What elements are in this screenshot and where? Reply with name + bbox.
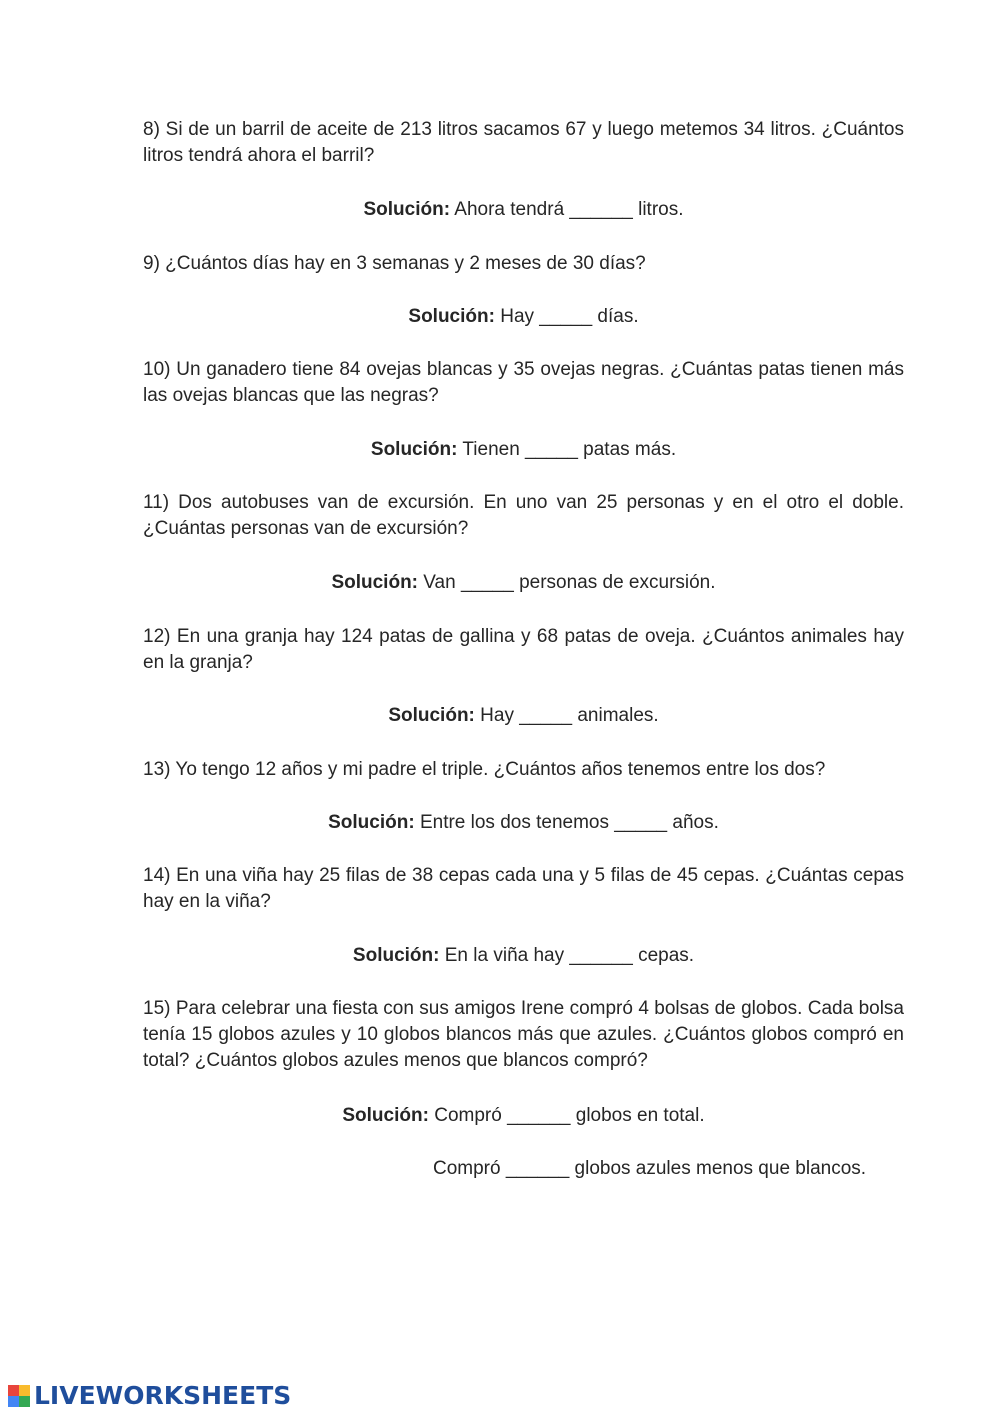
problem-8-question: 8) Si de un barril de aceite de 213 litros sacamos 67 y luego metemos 34 litros. ¿Cuántos litros tendrá ahora el barril? — [143, 119, 904, 166]
solution-label: Solución: — [328, 812, 415, 833]
problem-12-question: 12) En una granja hay 124 patas de gallina y 68 patas de oveja. ¿Cuántos animales hay en la granja? — [143, 626, 904, 673]
solution-label: Solución: — [388, 705, 475, 726]
problem-10-solution — [143, 437, 904, 463]
solution-label: Solución: — [363, 199, 451, 220]
logo-square-red — [8, 1385, 19, 1396]
solution-text: Tienen _____ patas más. — [457, 439, 677, 460]
problem-14-solution — [143, 943, 904, 969]
problem-9-question: 9) ¿Cuántos días hay en 3 semanas y 2 meses de 30 días? — [143, 253, 646, 274]
solution-text: Van _____ personas de excursión. — [418, 572, 716, 593]
solution-label: Solución: — [370, 439, 458, 460]
solution-text: Entre los dos tenemos _____ años. — [414, 812, 719, 833]
liveworksheets-logo[interactable] — [8, 1381, 291, 1411]
problem-9-solution — [143, 304, 904, 330]
brand-name: LIVEWORKSHEETS — [34, 1381, 292, 1410]
problem-11-question: 11) Dos autobuses van de excursión. En uno van 25 personas y en el otro el doble. ¿Cuántas personas van de excursión? — [143, 492, 904, 539]
solution-label: Solución: — [342, 1105, 429, 1126]
problem-8-solution — [143, 197, 904, 223]
problem-15-solution-second: Compró ______ globos azules menos que blancos. — [433, 1158, 867, 1179]
solution-label: Solución: — [331, 572, 419, 593]
solution-label: Solución: — [352, 945, 440, 966]
logo-square-blue — [8, 1396, 19, 1407]
solution-text: Hay _____ días. — [494, 306, 639, 327]
problem-13-solution — [143, 810, 904, 836]
logo-square-yellow — [19, 1385, 30, 1396]
problem-15-solution — [143, 1103, 904, 1129]
solution-text: Compró ______ globos en total. — [428, 1105, 705, 1126]
logo-mark-icon — [8, 1385, 30, 1407]
problem-11-solution — [143, 570, 904, 596]
problem-14-question: 14) En una viña hay 25 filas de 38 cepas cada una y 5 filas de 45 cepas. ¿Cuántas cepas hay en la viña? — [143, 865, 904, 912]
problem-10-question: 10) Un ganadero tiene 84 ovejas blancas y 35 ovejas negras. ¿Cuántas patas tienen más las ovejas blancas que las negras? — [143, 359, 904, 406]
problem-13-question: 13) Yo tengo 12 años y mi padre el triple. ¿Cuántos años tenemos entre los dos? — [143, 759, 826, 780]
solution-text: Ahora tendrá ______ litros. — [450, 199, 684, 220]
logo-square-green — [19, 1396, 30, 1407]
problem-12-solution — [143, 703, 904, 729]
solution-text: En la viña hay ______ cepas. — [439, 945, 695, 966]
problem-15-question: 15) Para celebrar una fiesta con sus amigos Irene compró 4 bolsas de globos. Cada bolsa tenía 15 globos azules y 10 globos blancos más que azules. ¿Cuántos globos compró en total? ¿Cuántos globos azules menos que blancos compró? — [143, 998, 904, 1071]
solution-label: Solución: — [408, 306, 495, 327]
solution-text: Hay _____ animales. — [474, 705, 659, 726]
